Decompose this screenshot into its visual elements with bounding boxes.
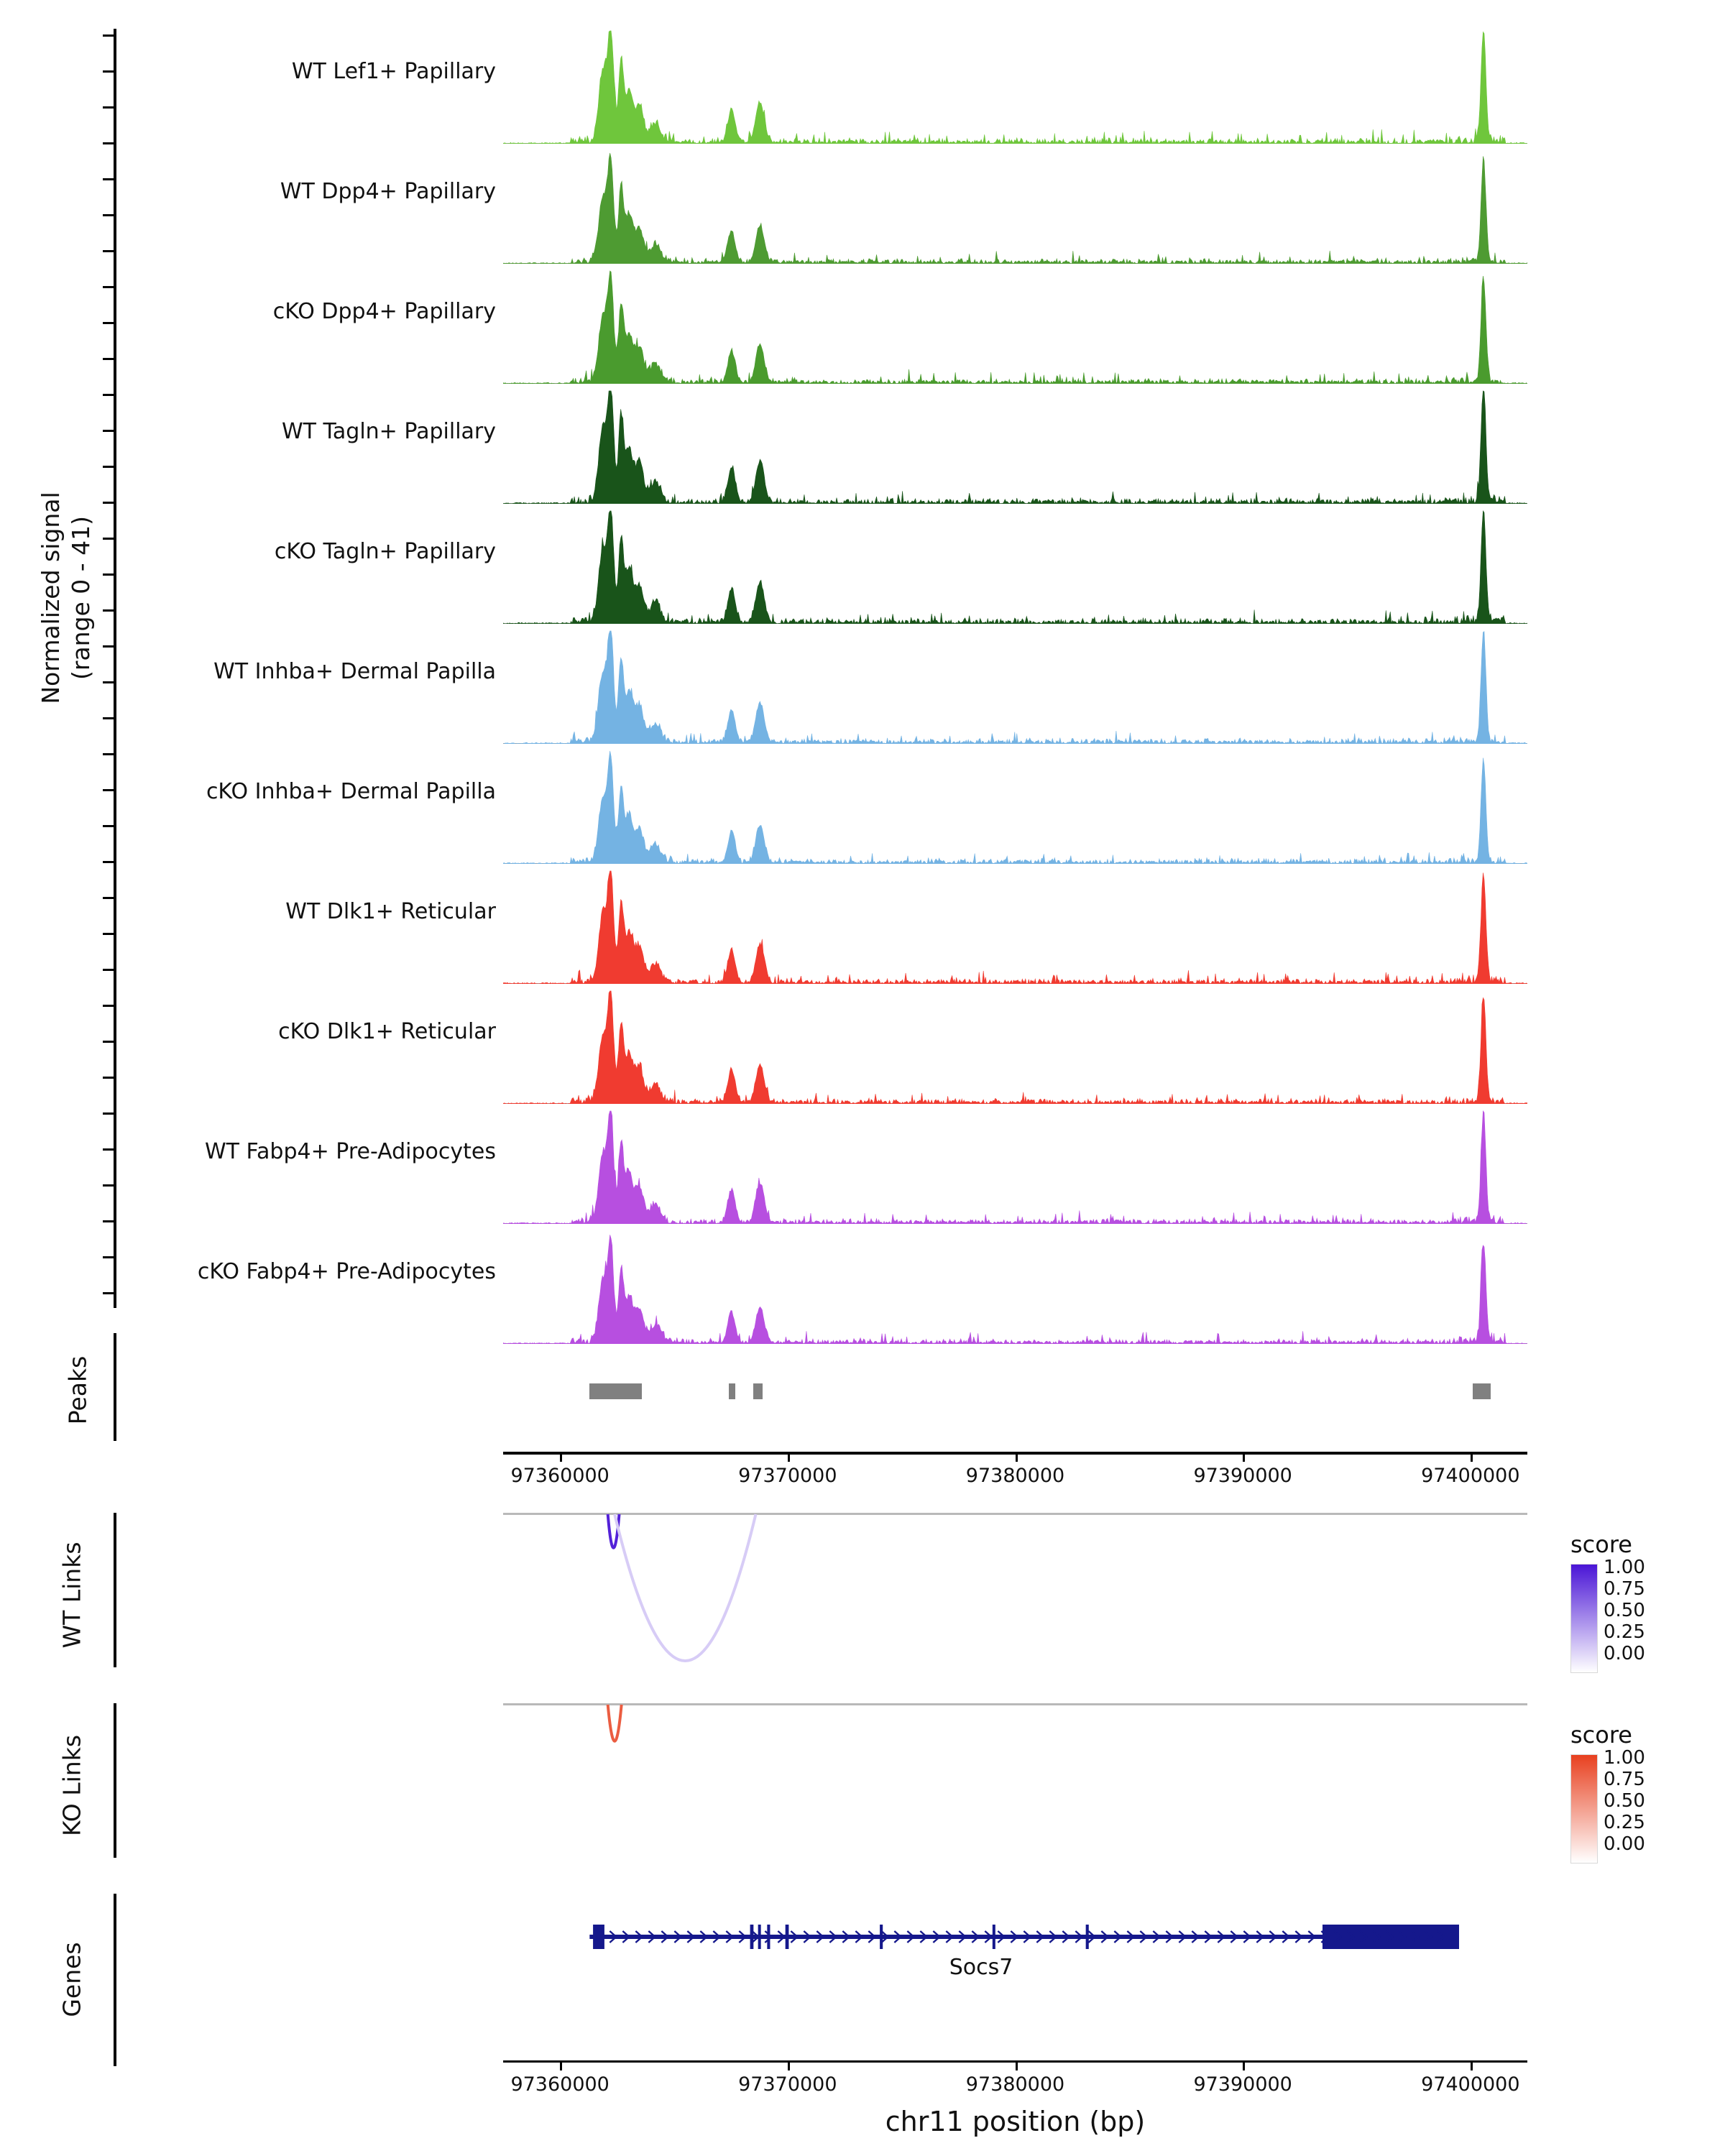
track-label: cKO Dlk1+ Reticular <box>278 1019 496 1044</box>
track-label: cKO Dpp4+ Papillary <box>272 299 496 324</box>
ko-links-plot <box>503 1703 1527 1869</box>
wt-links-panel-label: WT Links <box>58 1542 86 1649</box>
gene-exon <box>880 1925 883 1949</box>
coverage-track <box>0 149 1725 264</box>
coverage-track <box>0 629 1725 744</box>
track-signal-area <box>503 29 1527 144</box>
genes-panel-label: Genes <box>58 1942 86 2017</box>
coverage-track <box>0 869 1725 984</box>
track-signal-area <box>503 989 1527 1104</box>
track-signal-path <box>503 1109 1527 1224</box>
x-axis-tick <box>788 2060 790 2070</box>
x-axis-tick-label: 97390000 <box>1193 1465 1292 1487</box>
x-axis-tick-label: 97380000 <box>965 1465 1065 1487</box>
x-axis-tick-label: 97370000 <box>738 1465 837 1487</box>
track-signal-area <box>503 1109 1527 1224</box>
peak-region <box>589 1383 642 1399</box>
peak-region <box>1473 1383 1491 1399</box>
y-axis-title-line2: (range 0 - 41) <box>67 515 95 681</box>
track-label: cKO Inhba+ Dermal Papilla <box>206 779 496 804</box>
ko-links-panel <box>0 1703 1725 1869</box>
legend-tick-label: 0.25 <box>1604 1812 1645 1833</box>
track-signal-area <box>503 149 1527 264</box>
track-label: WT Tagln+ Papillary <box>282 419 496 444</box>
gene-exon <box>750 1925 754 1949</box>
peak-region <box>729 1383 736 1399</box>
legend-tick-label: 0.50 <box>1604 1790 1645 1812</box>
ko-score-legend-ticks <box>1604 1747 1719 1855</box>
x-axis-tick-label: 97400000 <box>1421 1465 1520 1487</box>
ko-score-legend <box>1570 1721 1725 1862</box>
wt-score-colorbar <box>1570 1564 1598 1673</box>
track-signal-path <box>503 749 1527 864</box>
wt-links-arcs <box>503 1513 1527 1678</box>
gene-models <box>503 1894 1527 2096</box>
x-axis-tick-label: 97370000 <box>738 2073 837 2096</box>
x-axis-tick <box>1471 1452 1473 1462</box>
track-signal-path <box>503 629 1527 744</box>
link-arc <box>615 1514 755 1661</box>
link-arc <box>608 1705 622 1741</box>
x-axis-tick-label: 97360000 <box>510 1465 610 1487</box>
legend-tick-label: 0.75 <box>1604 1578 1645 1600</box>
wt-links-panel <box>0 1513 1725 1678</box>
track-signal-area <box>503 1229 1527 1344</box>
track-signal-area <box>503 629 1527 744</box>
x-axis-title: chr11 position (bp) <box>885 2106 1146 2137</box>
track-signal-path <box>503 1229 1527 1344</box>
track-signal-area <box>503 269 1527 384</box>
track-signal-path <box>503 269 1527 384</box>
x-axis-tick-label: 97360000 <box>510 2073 610 2096</box>
ko-links-panel-label: KO Links <box>58 1734 86 1837</box>
track-label: WT Inhba+ Dermal Papilla <box>213 659 496 684</box>
track-label: cKO Tagln+ Papillary <box>274 539 496 564</box>
track-signal-path <box>503 989 1527 1104</box>
peaks-axis-line <box>114 1333 116 1441</box>
track-label: WT Dpp4+ Papillary <box>280 179 496 204</box>
x-axis-tick <box>560 2060 562 2070</box>
genes-panel <box>0 1894 1725 2109</box>
legend-tick-label: 0.25 <box>1604 1621 1645 1643</box>
peaks-panel <box>0 1333 1725 1455</box>
gene-exon <box>993 1925 995 1949</box>
track-signal-path <box>503 869 1527 984</box>
wt-links-plot <box>503 1513 1527 1678</box>
wt-score-legend-ticks <box>1604 1557 1719 1664</box>
coverage-track <box>0 389 1725 504</box>
peak-regions <box>503 1383 1527 1412</box>
legend-tick-label: 0.00 <box>1604 1833 1645 1855</box>
legend-tick-label: 1.00 <box>1604 1557 1645 1578</box>
gene-exon <box>1086 1925 1089 1949</box>
coverage-track <box>0 29 1725 144</box>
track-signal-area <box>503 749 1527 864</box>
y-axis-title-line1: Normalized signal <box>37 492 65 704</box>
wt-score-legend-title: score <box>1570 1531 1632 1558</box>
x-axis-tick <box>1243 1452 1245 1462</box>
legend-tick-label: 0.75 <box>1604 1769 1645 1790</box>
track-signal-path <box>503 509 1527 624</box>
x-axis-tick-label: 97400000 <box>1421 2073 1520 2096</box>
x-axis-tick-label: 97390000 <box>1193 2073 1292 2096</box>
gene-exon <box>786 1925 789 1949</box>
ko-score-legend-title: score <box>1570 1721 1632 1749</box>
ko-links-axis-line <box>114 1703 116 1858</box>
track-label: WT Dlk1+ Reticular <box>285 899 496 924</box>
gene-exon <box>1322 1925 1459 1949</box>
coverage-track <box>0 749 1725 864</box>
peak-region <box>753 1383 763 1399</box>
track-label: cKO Fabp4+ Pre-Adipocytes <box>197 1259 496 1284</box>
track-label: WT Fabp4+ Pre-Adipocytes <box>205 1139 496 1164</box>
x-axis-tick <box>560 1452 562 1462</box>
legend-tick-label: 0.00 <box>1604 1643 1645 1664</box>
genes-axis-line <box>114 1894 116 2066</box>
coverage-track <box>0 509 1725 624</box>
track-signal-area <box>503 389 1527 504</box>
coverage-track <box>0 1109 1725 1224</box>
track-label: WT Lef1+ Papillary <box>291 59 496 84</box>
track-signal-path <box>503 389 1527 504</box>
x-axis-top <box>503 1452 1527 1495</box>
ko-links-arcs <box>503 1703 1527 1869</box>
peaks-panel-label: Peaks <box>63 1355 92 1425</box>
ko-score-colorbar <box>1570 1754 1598 1864</box>
coverage-track <box>0 989 1725 1104</box>
x-axis-bottom <box>503 2060 1527 2104</box>
track-signal-path <box>503 29 1527 144</box>
track-signal-area <box>503 869 1527 984</box>
x-axis-tick-label: 97380000 <box>965 2073 1065 2096</box>
track-signal-path <box>503 149 1527 264</box>
x-axis-tick <box>1243 2060 1245 2070</box>
legend-tick-label: 0.50 <box>1604 1600 1645 1621</box>
track-signal-area <box>503 509 1527 624</box>
gene-body <box>503 1894 1527 1980</box>
x-axis-tick <box>1016 2060 1018 2070</box>
gene-exon <box>767 1925 770 1949</box>
x-axis-tick <box>1016 1452 1018 1462</box>
legend-tick-label: 1.00 <box>1604 1747 1645 1769</box>
coverage-track <box>0 1229 1725 1344</box>
wt-score-legend <box>1570 1531 1725 1672</box>
x-axis-tick <box>1471 2060 1473 2070</box>
wt-links-axis-line <box>114 1513 116 1667</box>
gene-label: Socs7 <box>949 1955 1013 1980</box>
x-axis-tick <box>788 1452 790 1462</box>
coverage-track <box>0 269 1725 384</box>
